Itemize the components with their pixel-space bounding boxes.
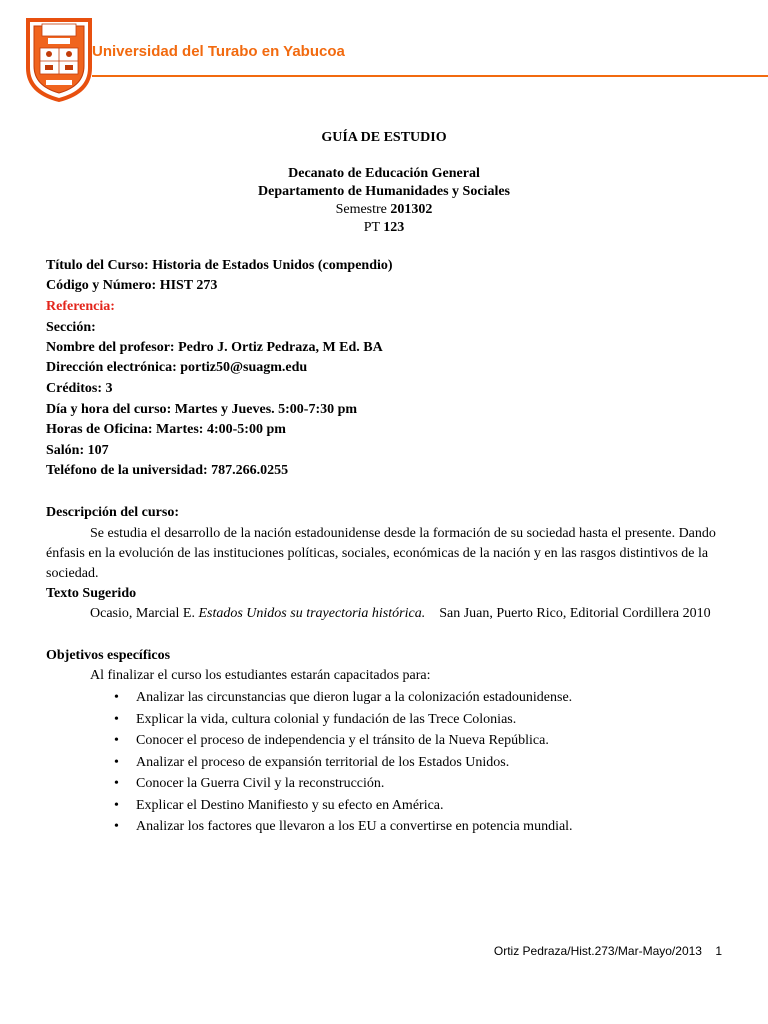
- course-title-line: [46, 256, 393, 276]
- objectives-list: [90, 687, 573, 838]
- objectives-heading: Objetivos específicos: [46, 648, 171, 663]
- header-divider: [92, 75, 768, 77]
- citation-publisher: San Juan, Puerto Rico, Editorial Cordillera: [439, 606, 680, 621]
- bullet-icon: •: [114, 690, 119, 705]
- citation-author: Ocasio, Marcial E.: [90, 606, 195, 621]
- description-text: Se estudia el desarrollo de la nación estadounidense desde la formación de su sociedad hasta el presente. Dando énfasis en la evolución de las instituciones políticas, sociales, económicas de la nación y en las rasgos distintivos de la sociedad.: [46, 526, 716, 581]
- section-label: Sección:: [46, 320, 96, 335]
- course-title-value: Historia de Estados Unidos (compendio): [152, 258, 393, 273]
- room-label: Salón:: [46, 443, 85, 458]
- office-hours-value: Martes: 4:00-5:00 pm: [156, 422, 286, 437]
- course-code-label: Código y Número:: [46, 278, 157, 293]
- bullet-icon: •: [114, 733, 119, 748]
- objective-text: Conocer el proceso de independencia y el tránsito de la Nueva República.: [136, 733, 549, 748]
- course-title-label: Título del Curso:: [46, 258, 149, 273]
- reference-label: Referencia:: [46, 299, 115, 314]
- credits-value: 3: [105, 381, 113, 396]
- pt-value: 123: [383, 220, 405, 235]
- objectives-intro: Al finalizar el curso los estudiantes estarán capacitados para:: [90, 668, 431, 683]
- department: Departamento de Humanidades y Sociales: [258, 184, 510, 199]
- list-item: [90, 687, 573, 709]
- suggested-text-heading: Texto Sugerido: [46, 586, 137, 601]
- professor-label: Nombre del profesor:: [46, 340, 175, 355]
- phone-value: 787.266.0255: [211, 463, 289, 478]
- list-item: [90, 816, 573, 838]
- schedule-line: [46, 400, 357, 420]
- list-item: [90, 730, 573, 752]
- bullet-icon: •: [114, 819, 119, 834]
- email-line: [46, 358, 307, 378]
- course-code-line: [46, 276, 217, 296]
- credits-line: [46, 379, 113, 399]
- objective-text: Analizar los factores que llevaron a los EU a convertirse en potencia mundial.: [136, 819, 573, 834]
- objective-text: Analizar el proceso de expansión territorial de los Estados Unidos.: [136, 754, 510, 770]
- schedule-label: Día y hora del curso: [46, 402, 167, 417]
- room-value: 107: [87, 443, 109, 458]
- citation-year: 2010: [682, 606, 711, 621]
- description-heading: Descripción del curso:: [46, 505, 179, 520]
- phone-line: [46, 461, 288, 481]
- bullet-icon: •: [114, 754, 119, 770]
- list-item: [90, 795, 573, 817]
- office-hours-label: Horas de Oficina:: [46, 422, 153, 437]
- bullet-icon: •: [114, 776, 119, 791]
- professor-value: Pedro J. Ortiz Pedraza, M Ed. BA: [178, 340, 383, 355]
- course-code-value: HIST 273: [159, 278, 218, 293]
- bullet-icon: •: [114, 797, 119, 813]
- schedule-value: : Martes y Jueves. 5:00-7:30 pm: [166, 402, 358, 417]
- professor-line: [46, 338, 383, 358]
- citation-book-title: Estados Unidos su trayectoria histórica.: [198, 606, 426, 621]
- page-footer: [494, 944, 722, 958]
- objective-text: Explicar el Destino Manifiesto y su efecto en América.: [136, 797, 444, 813]
- suggested-text-citation: [90, 604, 730, 624]
- semester-line: [0, 201, 768, 219]
- pt-line: [0, 219, 768, 237]
- deanship: Decanato de Educación General: [288, 166, 480, 181]
- objective-text: Explicar la vida, cultura colonial y fundación de las Trece Colonias.: [136, 711, 517, 727]
- office-hours-line: [46, 420, 286, 440]
- room-line: [46, 441, 109, 461]
- list-item: [90, 773, 573, 795]
- phone-label: Teléfono de la universidad:: [46, 463, 208, 478]
- objective-text: Analizar las circunstancias que dieron lugar a la colonización estadounidense.: [136, 690, 573, 705]
- university-name: Universidad del Turabo en Yabucoa: [92, 43, 345, 60]
- footer-text: Ortiz Pedraza/Hist.273/Mar-Mayo/2013: [493, 944, 702, 958]
- semester-value: 201302: [390, 202, 433, 217]
- university-seal-logo: [24, 16, 94, 102]
- bullet-icon: •: [114, 711, 119, 727]
- email-label: Dirección electrónica:: [46, 360, 177, 375]
- list-item: [90, 709, 573, 731]
- credits-label: Créditos:: [46, 381, 102, 396]
- list-item: [90, 752, 573, 774]
- page-number: 1: [715, 944, 722, 958]
- email-value: portiz50@suagm.edu: [180, 360, 308, 375]
- document-title: GUÍA DE ESTUDIO: [321, 130, 447, 145]
- semester-label: Semestre: [335, 202, 387, 217]
- objective-text: Conocer la Guerra Civil y la reconstrucción.: [136, 776, 385, 791]
- pt-label: PT: [363, 220, 380, 235]
